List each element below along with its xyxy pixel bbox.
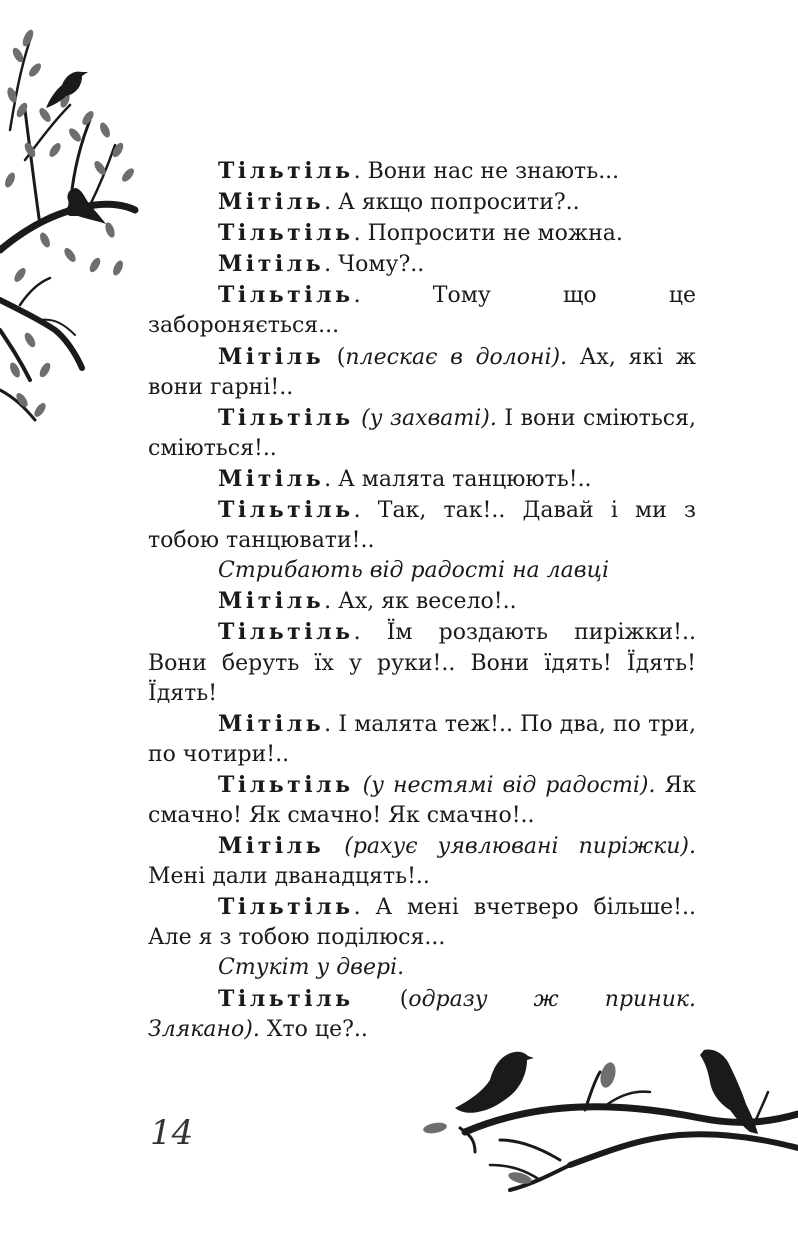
dialogue-line: [148, 403, 696, 464]
speaker-name: Тільтіль: [218, 894, 354, 921]
page-number: 14: [150, 1113, 194, 1153]
speaker-name: Тільтіль: [218, 158, 354, 184]
line-text: Мені дали дванадцять!..: [148, 864, 430, 890]
dialogue-line: Тільтіль. Так, так!.. Давай і ми з тобою танцювати!..: [148, 497, 696, 554]
stage-direction: одразу ж приник. Злякано).: [148, 986, 697, 1042]
line-text: І малята теж!.. По два, по три, по чотири!..: [148, 711, 696, 767]
speaker-name: Тільтіль: [218, 619, 354, 646]
speaker-name: Мітіль: [218, 710, 325, 737]
tree-branch-with-birds-icon: [0, 0, 150, 440]
stage-direction-line: Стрибають від радості на лавці: [218, 558, 609, 584]
dialogue-line: Мітіль (плескає в долоні). Ах, які ж вони гарні!..: [148, 343, 697, 400]
dialogue-line: Мітіль. А малята танцюють!..: [218, 465, 592, 492]
dialogue-line: Тільтіль. Тому що це забороняється...: [148, 282, 696, 339]
line-text: А мені вчетверо більше!.. Але я з тобою поділюся...: [148, 895, 696, 951]
stage-direction: (у захваті).: [361, 405, 497, 431]
dialogue-line: Тільтіль. Вони нас не знають...: [218, 158, 620, 184]
line-text: Так, так!.. Давай і ми з тобою танцювати!..: [148, 498, 696, 554]
line-text: Хто це?..: [259, 1016, 368, 1042]
stage-direction-line: Стукіт у двері.: [218, 955, 405, 981]
dialogue-line: Мітіль. Ах, як весело!..: [218, 588, 517, 615]
dialogue-line: Мітіль. А якщо попросити?..: [218, 189, 580, 216]
dialogue-line: Тільтіль. Їм роздають пиріжки!.. Вони беруть їх у руки!.. Вони їдять! Їдять! Їдять!: [148, 619, 696, 706]
speaker-name: Мітіль: [218, 251, 325, 278]
stage-direction: (у нестямі від радості).: [362, 772, 656, 798]
line-text: Ах, як весело!..: [338, 589, 517, 615]
dialogue-line: Тільтіль. А мені вчетверо більше!.. Але я з тобою поділюся...: [148, 894, 696, 951]
speaker-name: Мітіль: [218, 588, 325, 615]
speaker-name: Тільтіль: [218, 220, 354, 247]
line-text: Їм роздають пиріжки!.. Вони беруть їх у руки!.. Вони їдять! Їдять! Їдять!: [148, 620, 696, 706]
stage-direction: (рахує уявлювані пиріжки).: [344, 834, 696, 860]
dialogue-line: Мітіль. І малята теж!.. По два, по три, по чотири!..: [148, 710, 696, 767]
speaker-name: Тільтіль: [218, 771, 354, 798]
speaker-name: Мітіль: [218, 833, 325, 860]
line-text: Чому?..: [338, 252, 425, 278]
dialogue-line: [148, 831, 696, 892]
play-text: [148, 156, 696, 1045]
speaker-name: Тільтіль: [218, 985, 354, 1012]
line-text: І вони сміються, сміються!..: [148, 405, 696, 461]
dialogue-line: [148, 770, 696, 831]
speaker-name: Мітіль: [218, 189, 325, 216]
speaker-name: Мітіль: [218, 465, 325, 492]
dialogue-line: Тільтіль (одразу ж приник. Злякано). Хто це?..: [148, 985, 697, 1042]
line-text: Ах, які ж вони гарні!..: [148, 344, 697, 400]
line-text: Як смачно! Як смачно! Як смачно!..: [148, 772, 697, 828]
speaker-name: Тільтіль: [218, 404, 354, 431]
line-text: А якщо попросити?..: [338, 190, 580, 216]
speaker-name: Тільтіль: [218, 282, 354, 309]
line-text: Вони нас не знають...: [367, 159, 620, 184]
dialogue-line: Тільтіль. Попросити не можна.: [218, 220, 623, 247]
speaker-name: Мітіль: [218, 343, 325, 370]
line-text: А малята танцюють!..: [338, 466, 592, 492]
line-text: Попросити не можна.: [367, 221, 623, 247]
stage-direction: плескає в долоні).: [345, 344, 568, 370]
dialogue-line: Мітіль. Чому?..: [218, 251, 425, 278]
branch-with-birds-icon: [420, 1040, 798, 1200]
speaker-name: Тільтіль: [218, 497, 354, 524]
line-text: Тому що це забороняється...: [148, 283, 696, 339]
